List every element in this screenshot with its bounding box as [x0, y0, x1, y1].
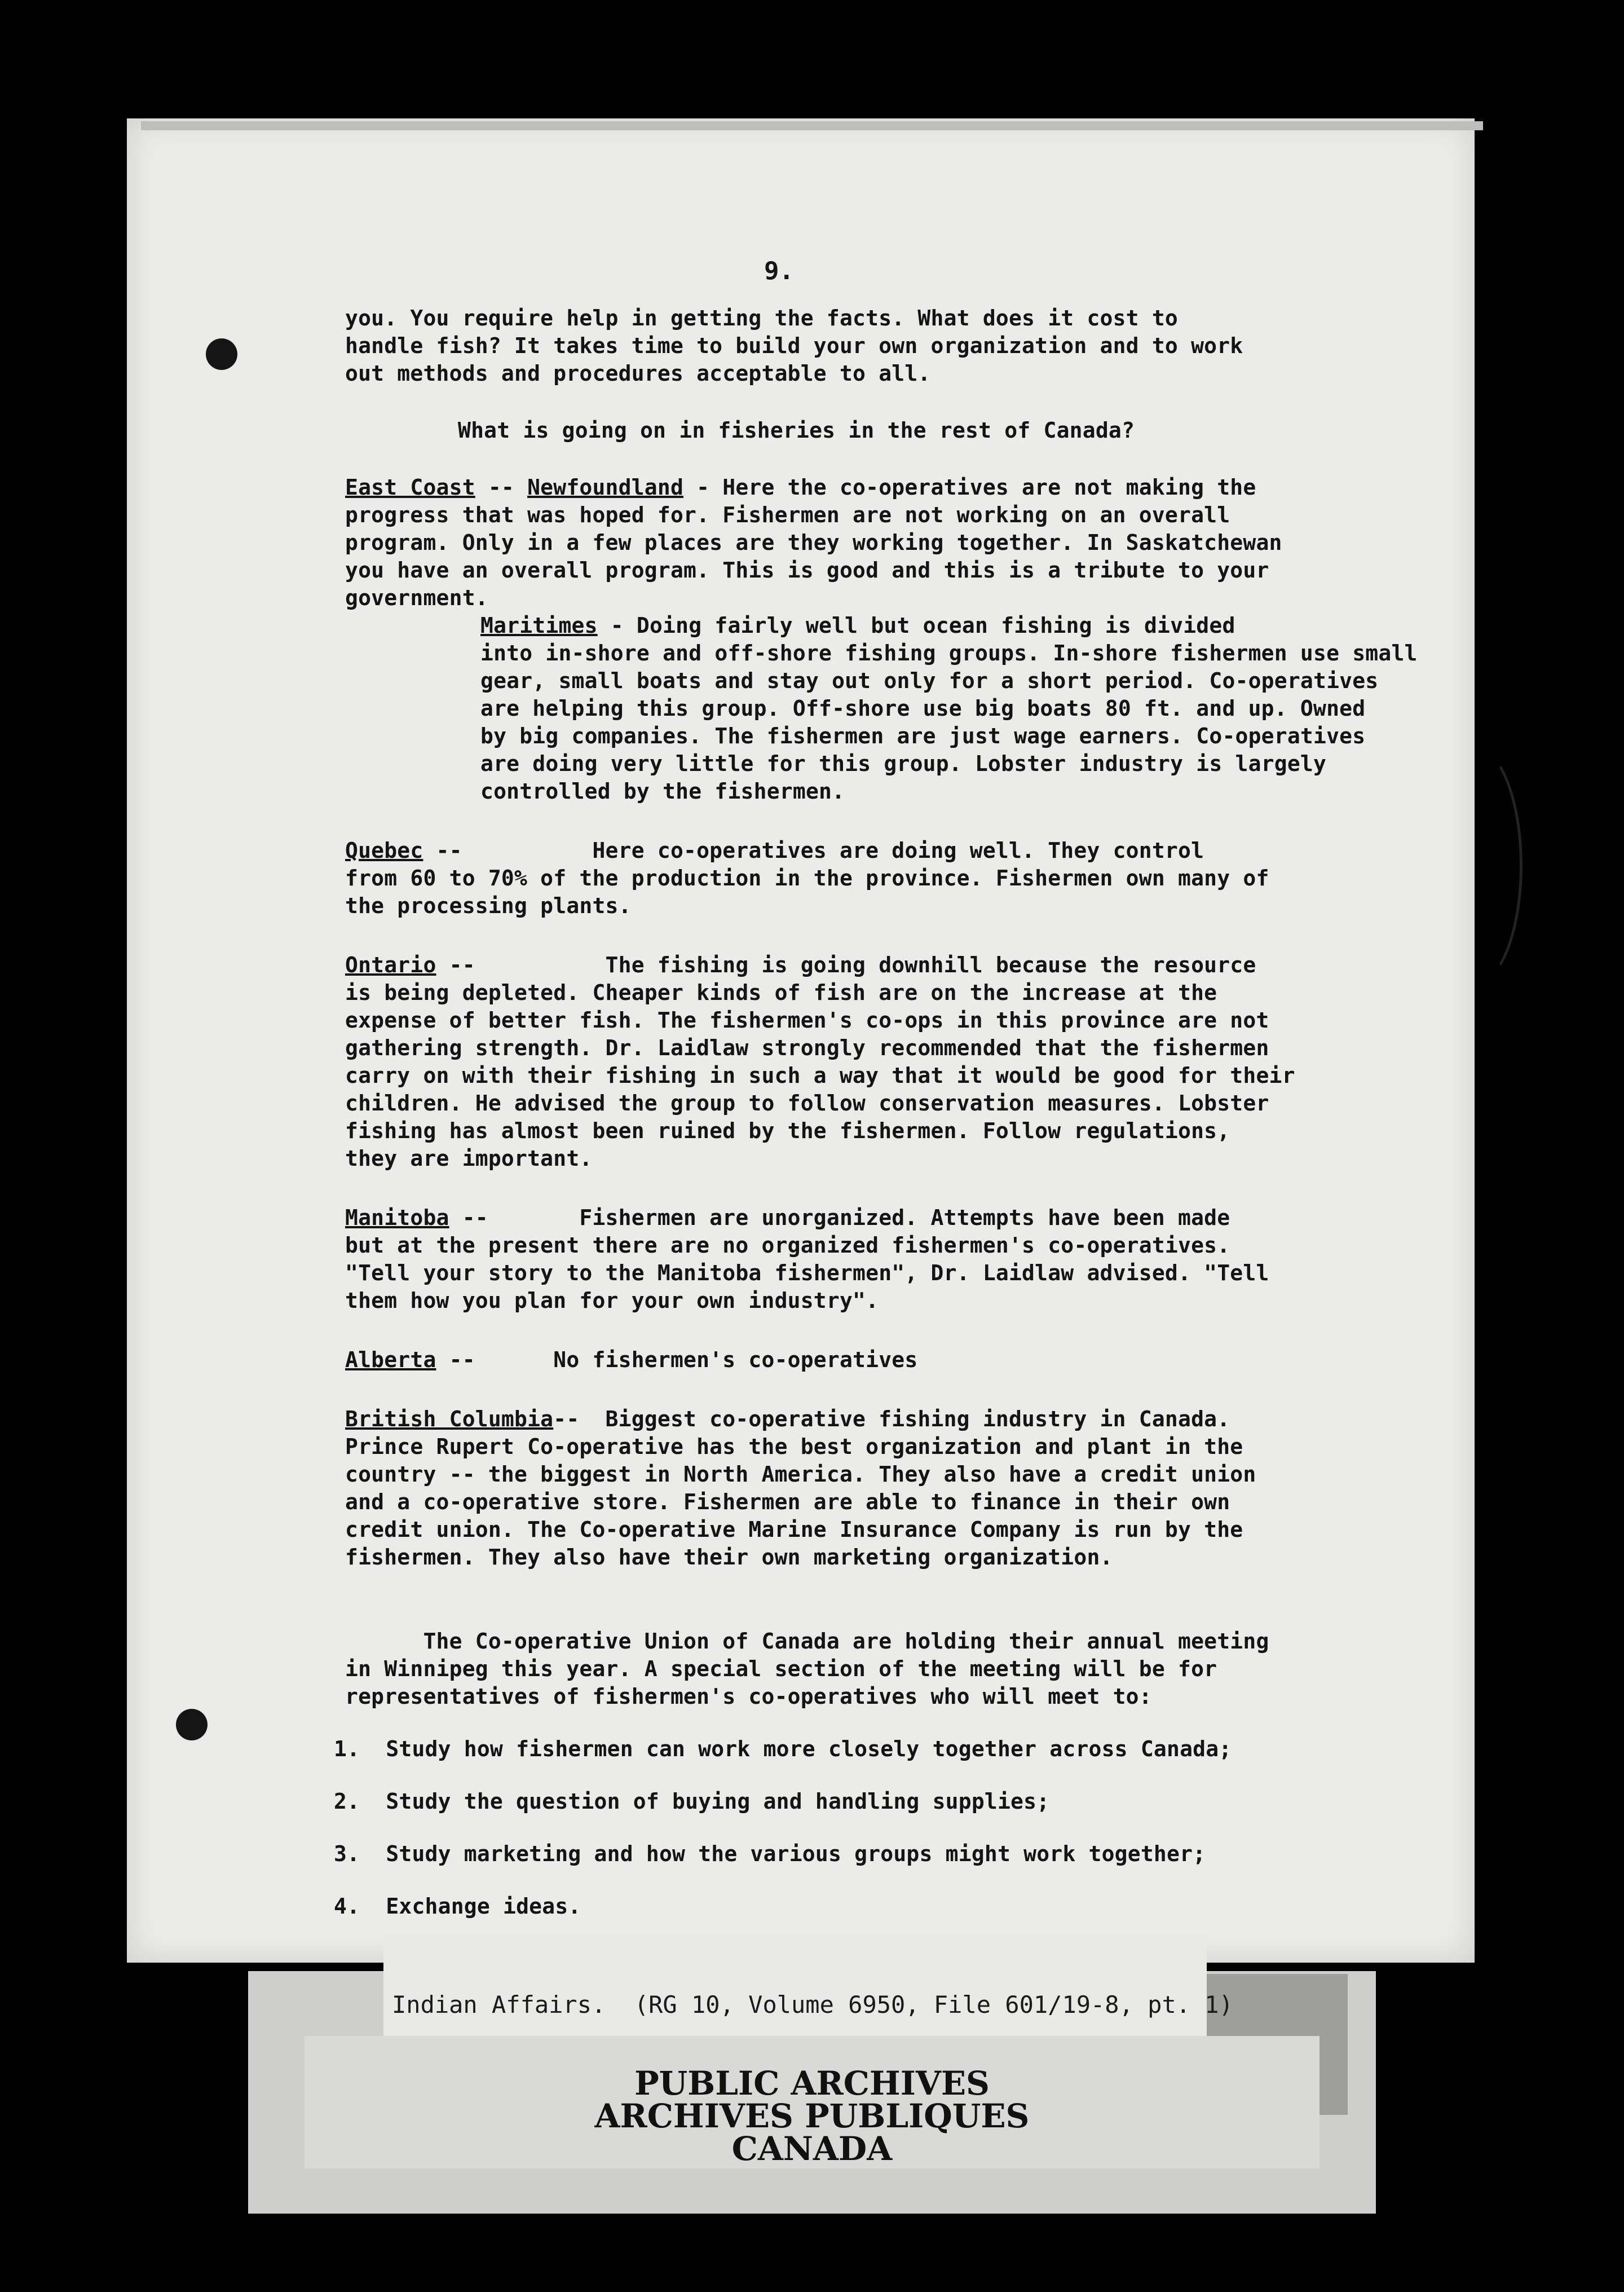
bc-paragraph [345, 1405, 1416, 1571]
quebec-paragraph [345, 837, 1416, 920]
alberta-text: -- No fishermen's co-operatives [436, 1347, 918, 1372]
maritimes-label: Maritimes [480, 613, 598, 638]
punch-hole-bottom [176, 1709, 208, 1740]
alberta-label: Alberta [345, 1347, 436, 1372]
section-heading: What is going on in fisheries in the rest of Canada? [458, 418, 1135, 443]
ontario-label: Ontario [345, 953, 436, 977]
ontario-text: -- The fishing is going downhill because the resource is being depleted. Cheaper kinds of fish are on the increase at the expense of better fish. The fishermen's co-ops in this province are not gathering strength. Dr. Laidlaw strongly recommended that the fishermen carry on with their fishing in such a way that it would be good for their children. He advised the group to follow conservation measures. Lobster fishing has almost been ruined by the fishermen. Follow regulations, they are important. [345, 953, 1295, 1171]
list-item: 1. Study how fishermen can work more closely together across Canada; [334, 1736, 1232, 1761]
archive-reference-card [383, 1934, 1207, 2036]
stamp-line-1: PUBLIC ARCHIVES [634, 2064, 990, 2103]
quebec-label: Quebec [345, 838, 423, 863]
pencil-mark [1424, 744, 1522, 987]
manitoba-text: -- Fishermen are unorganized. Attempts have been made but at the present there are no organized fishermen's co-operatives. "Tell your story to the Manitoba fishermen", Dr. Laidlaw advised. "Tell them how you plan for your own industry". [345, 1205, 1269, 1313]
union-paragraph: The Co-operative Union of Canada are holding their annual meeting in Winnipeg this year. A special section of the meeting will be for representatives of fishermen's co-operatives who will meet to: [345, 1629, 1269, 1709]
newfoundland-label: Newfoundland [527, 475, 684, 500]
maritimes-paragraph [345, 612, 1416, 805]
ontario-paragraph [345, 951, 1416, 1173]
quebec-text: -- Here co-operatives are doing well. They control from 60 to 70% of the production in the province. Fishermen own many of the processing plants. [345, 838, 1269, 918]
manitoba-label: Manitoba [345, 1205, 449, 1230]
manitoba-paragraph [345, 1204, 1416, 1315]
bc-text: -- Biggest co-operative fishing industry in Canada. Prince Rupert Co-operative has the best organization and plant in the country -- the biggest in North America. They also have a credit union and a co-operative store. Fishermen are able to finance in their own credit union. The Co-operative Marine Insurance Company is run by the fishermen. They also have their own marketing organization. [345, 1407, 1256, 1570]
page-number: 9. [764, 257, 794, 285]
archive-reference: Indian Affairs. (RG 10, Volume 6950, File 601/19-8, pt. 1) [392, 1991, 1233, 2018]
list-item: 4. Exchange ideas. [334, 1894, 581, 1919]
stamp-line-2: ARCHIVES PUBLIQUES [594, 2097, 1030, 2135]
newfoundland-text: - Here the co-operatives are not making the progress that was hoped for. Fishermen are not working on an overall program. Only in a few places are they working together. In Saskatchewan you have an overall program. This is good and this is a tribute to your government. [345, 475, 1282, 610]
document-body [334, 305, 1418, 1920]
bc-label: British Columbia [345, 1407, 554, 1431]
alberta-paragraph [345, 1346, 1416, 1374]
list-item: 2. Study the question of buying and handling supplies; [334, 1789, 1050, 1814]
intro-paragraph: you. You require help in getting the facts. What does it cost to handle fish? It takes time to build your own organization and to work out methods and procedures acceptable to all. [345, 306, 1243, 386]
stamp-line-3: CANADA [731, 2130, 893, 2168]
list-item: 3. Study marketing and how the various groups might work together; [334, 1841, 1206, 1866]
punch-hole-top [206, 338, 237, 370]
maritimes-text: - Doing fairly well but ocean fishing is divided into in-shore and off-shore fishing groups. In-shore fishermen use small gear, small boats and stay out only for a short period. Co-operatives are helping this group. Off-shore use big boats 80 ft. and up. Owned by big companies. The fishermen are just wage earners. Co-operatives are doing very little for this group. Lobster industry is largely controlled by the fishermen. [480, 613, 1418, 804]
archive-stamp [304, 2064, 1320, 2168]
east-coast-paragraph: East Coast -- Newfoundland - Here the co-operatives are not making the progress that was hoped for. Fishermen are not working on an overall program. Only in a few places are they working together. In Saskatchewan you have an overall program. This is good and this is a tribute to your government. [345, 475, 1282, 610]
east-coast-label: East Coast [345, 475, 475, 500]
page-top-edge [141, 121, 1483, 130]
